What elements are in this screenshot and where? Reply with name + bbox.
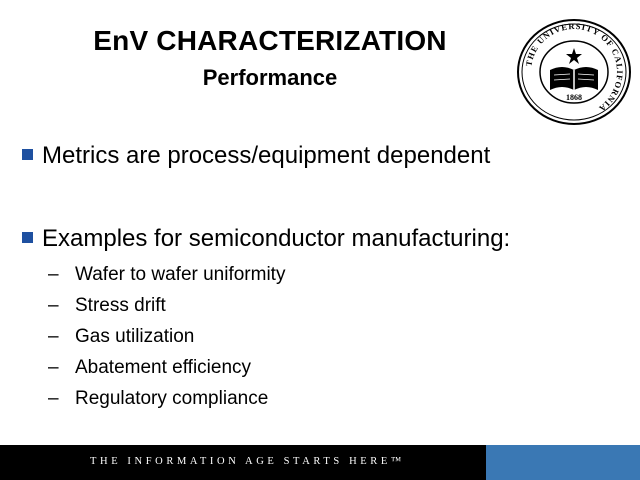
university-seal-logo (516, 18, 632, 126)
subbullet-item (48, 295, 166, 317)
bullet-text: Examples for semiconductor manufacturing: (42, 225, 511, 252)
footer-tagline: THE INFORMATION AGE STARTS HERE™ (90, 456, 405, 467)
subbullet-text: Gas utilization (75, 326, 195, 347)
bullet-item (22, 141, 490, 171)
dash-marker: – (48, 326, 59, 347)
bullet-square-icon (22, 232, 33, 243)
subbullet-text: Abatement efficiency (75, 357, 252, 378)
dash-marker: – (48, 388, 59, 409)
footer-accent-block (486, 445, 640, 480)
subbullet-item (48, 357, 251, 379)
dash-marker: – (48, 295, 59, 316)
slide-title: EnV CHARACTERIZATION (93, 25, 447, 56)
subbullet-item (48, 388, 268, 410)
bullet-square-icon (22, 149, 33, 160)
bullet-item (22, 224, 510, 254)
subbullet-item (48, 264, 285, 286)
seal-ring-text: THE UNIVERSITY OF CALIFORNIA (523, 20, 626, 115)
seal-year: 1868 (566, 93, 582, 102)
subbullet-item (48, 326, 194, 348)
slide-subtitle: Performance (202, 65, 338, 90)
subbullet-text: Regulatory compliance (75, 388, 269, 409)
bullet-text: Metrics are process/equipment dependent (42, 142, 491, 169)
dash-marker: – (48, 357, 59, 378)
dash-marker: – (48, 264, 59, 285)
subbullet-text: Stress drift (75, 295, 166, 316)
subbullet-text: Wafer to wafer uniformity (75, 264, 286, 285)
